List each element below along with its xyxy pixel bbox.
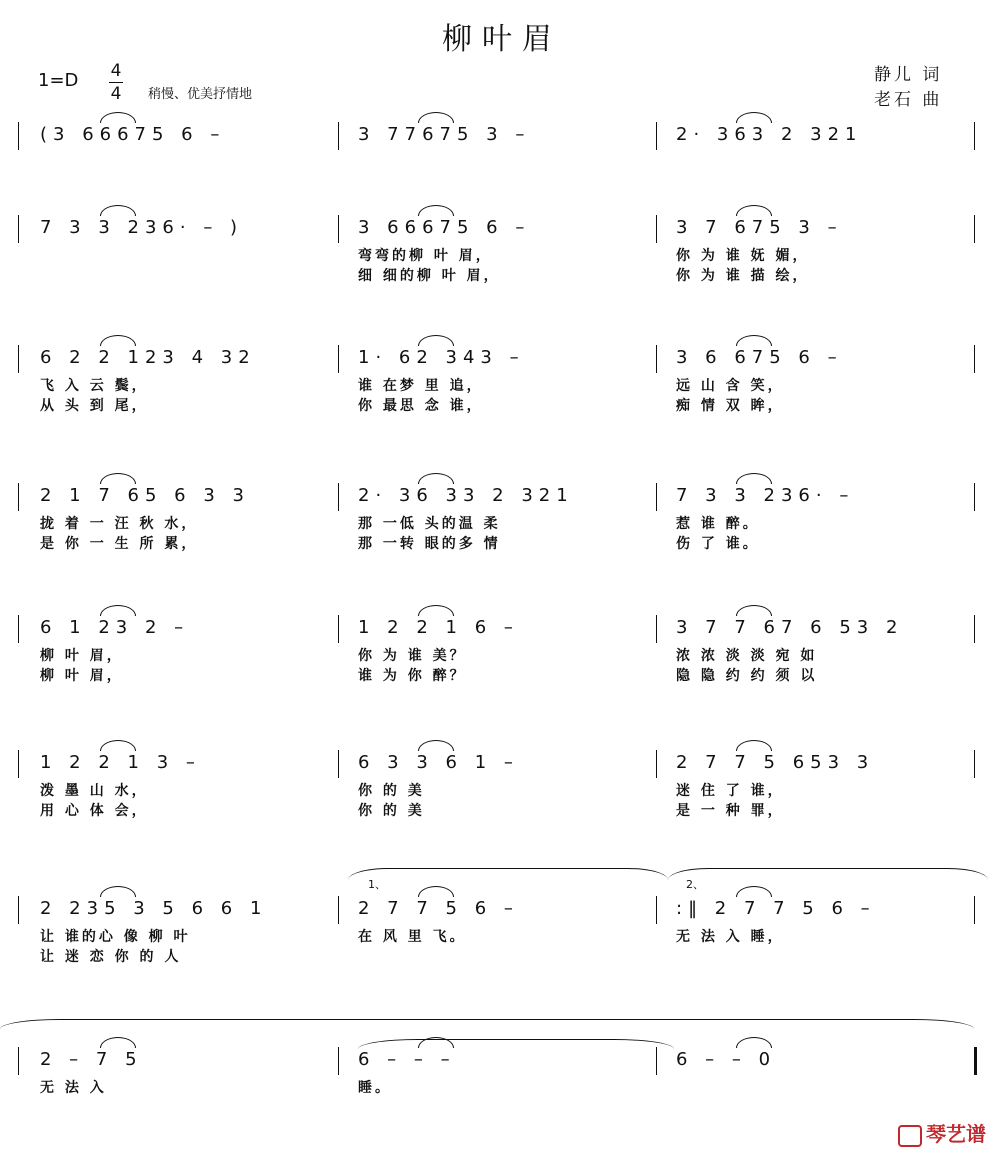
slur-mark <box>100 112 136 123</box>
barline <box>974 483 975 511</box>
barline <box>18 122 19 150</box>
measure-notes: 6 3 3 6 1 – <box>358 752 519 773</box>
slur-mark <box>736 205 772 216</box>
barline <box>338 1047 339 1075</box>
lyric-verse-2: 谁 为 你 醉？ <box>358 668 467 684</box>
slur-mark <box>418 605 454 616</box>
score-system <box>18 615 978 684</box>
lyric-verse-1: 泼 墨 山 水， <box>40 783 149 799</box>
lyric-verse-1: 谁 在梦 里 追， <box>358 378 484 394</box>
tie-across-systems <box>0 1019 974 1030</box>
measure-notes: 6 1 23 2 – <box>40 617 190 638</box>
measure-notes: :‖ 2 7 7 5 6 – <box>676 898 876 919</box>
barline <box>656 215 657 243</box>
lyric-verse-2: 柳 叶 眉， <box>40 668 124 684</box>
lyric-verse-2: 那 一转 眼的多 情 <box>358 536 501 552</box>
measure-notes: 2 7 7 5 653 3 <box>676 752 875 773</box>
barline <box>656 750 657 778</box>
measure-notes: 3 66675 6 – <box>358 217 531 238</box>
measure-notes: 3 77675 3 – <box>358 124 531 145</box>
barline <box>18 1047 19 1075</box>
measure-notes: 2 – 7 5 <box>40 1049 143 1070</box>
measure-notes: 2 1 7 65 6 3 3 <box>40 485 250 506</box>
measure-notes: 2· 363 2 321 <box>676 124 863 145</box>
slur-mark <box>100 740 136 751</box>
slur-mark <box>418 205 454 216</box>
barline <box>974 215 975 243</box>
time-signature-bottom: 4 <box>110 84 122 104</box>
measure-notes: 6 2 2 123 4 32 <box>40 347 256 368</box>
slur-mark <box>736 740 772 751</box>
slur-mark <box>736 886 772 897</box>
volta-label-1: 1、 <box>368 878 386 891</box>
slur-mark <box>736 112 772 123</box>
lyric-verse-2: 从 头 到 尾， <box>40 398 149 414</box>
barline <box>18 750 19 778</box>
lyric-verse-1: 让 谁的心 像 柳 叶 <box>40 929 191 945</box>
score-system <box>18 345 978 414</box>
lyric-verse-2: 伤 了 谁。 <box>676 536 760 552</box>
measure-notes: 3 7 675 3 – <box>676 217 843 238</box>
lyric-verse-1: 迷 住 了 谁， <box>676 783 785 799</box>
slur-mark <box>418 473 454 484</box>
slur-mark <box>100 473 136 484</box>
volta-bracket-1 <box>348 868 668 881</box>
barline <box>18 345 19 373</box>
slur-mark <box>418 112 454 123</box>
barline <box>18 483 19 511</box>
key-signature: 1=D <box>38 70 79 91</box>
lyric-verse-1: 无 法 入 <box>40 1080 107 1096</box>
watermark-text: 琴艺谱 <box>926 1122 986 1146</box>
slur-mark <box>736 1037 772 1048</box>
slur-mark <box>100 1037 136 1048</box>
slur-mark <box>100 335 136 346</box>
lyric-verse-2: 是 一 种 罪， <box>676 803 785 819</box>
lyric-verse-1: 你 的 美 <box>358 783 425 799</box>
time-signature-top: 4 <box>110 61 122 81</box>
lyric-verse-1: 远 山 含 笑， <box>676 378 785 394</box>
slur-mark <box>100 605 136 616</box>
barline <box>974 345 975 373</box>
barline <box>656 345 657 373</box>
barline <box>656 483 657 511</box>
measure-notes: 6 – – 0 <box>676 1049 777 1070</box>
lyricist-credit: 静儿 词 <box>874 65 943 85</box>
lyric-verse-1: 无 法 入 睡， <box>676 929 785 945</box>
composer-credit: 老石 曲 <box>874 90 943 110</box>
score-system <box>18 483 978 552</box>
slur-mark <box>418 886 454 897</box>
lyric-verse-1: 你 为 谁 妩 媚， <box>676 248 810 264</box>
barline <box>338 896 339 924</box>
barline <box>974 122 975 150</box>
lyric-verse-1: 柳 叶 眉， <box>40 648 124 664</box>
lyric-verse-2: 细 细的柳 叶 眉， <box>358 268 501 284</box>
measure-notes: 2· 36 33 2 321 <box>358 485 574 506</box>
barline <box>656 1047 657 1075</box>
watermark-logo <box>898 1118 986 1147</box>
score-system <box>18 878 978 965</box>
barline <box>338 122 339 150</box>
measure-notes: (3 66675 6 – <box>40 124 226 145</box>
score-system <box>18 215 978 284</box>
lyric-verse-1: 你 为 谁 美？ <box>358 648 467 664</box>
lyric-verse-2: 让 迷 恋 你 的 人 <box>40 949 182 965</box>
barline <box>974 615 975 643</box>
measure-notes: 2 7 7 5 6 – <box>358 898 519 919</box>
volta-bracket-2 <box>668 868 988 881</box>
barline <box>338 215 339 243</box>
measure-notes: 3 6 675 6 – <box>676 347 843 368</box>
slur-mark <box>736 335 772 346</box>
lyric-verse-2: 用 心 体 会， <box>40 803 149 819</box>
barline <box>338 345 339 373</box>
lyric-verse-2: 你 为 谁 描 绘， <box>676 268 810 284</box>
lyric-verse-1: 浓 浓 淡 淡 宛 如 <box>676 648 818 664</box>
tie-long-note <box>358 1039 674 1050</box>
barline <box>656 615 657 643</box>
barline <box>338 483 339 511</box>
slur-mark <box>418 335 454 346</box>
measure-notes: 7 3 3 236· – <box>676 485 855 506</box>
measure-notes: 2 235 3 5 6 6 1 <box>40 898 268 919</box>
barline <box>974 896 975 924</box>
barline <box>974 750 975 778</box>
tempo-marking: 稍慢、优美抒情地 <box>148 87 253 102</box>
lyric-verse-2: 你 的 美 <box>358 803 425 819</box>
volta-label-2: 2、 <box>686 878 704 891</box>
score-system <box>18 750 978 819</box>
logo-icon <box>898 1125 922 1147</box>
barline <box>656 896 657 924</box>
slur-mark <box>736 473 772 484</box>
measure-notes: 3 7 7 67 6 53 2 <box>676 617 904 638</box>
slur-mark <box>100 205 136 216</box>
barline <box>974 1047 977 1075</box>
barline <box>656 122 657 150</box>
measure-notes: 1· 62 343 – <box>358 347 525 368</box>
lyric-verse-2: 痴 情 双 眸， <box>676 398 785 414</box>
barline <box>18 896 19 924</box>
lyric-verse-2: 隐 隐 约 约 须 以 <box>676 668 818 684</box>
lyric-verse-1: 拢 着 一 汪 秋 水， <box>40 516 199 532</box>
score-system <box>18 1047 978 1096</box>
song-title: 柳叶眉 <box>442 22 562 57</box>
barline <box>338 750 339 778</box>
lyric-verse-1: 睡。 <box>358 1080 392 1096</box>
time-signature <box>108 60 124 105</box>
lyric-verse-2: 你 最思 念 谁， <box>358 398 484 414</box>
barline <box>18 215 19 243</box>
score-system <box>18 122 978 158</box>
time-signature-divider <box>109 82 123 83</box>
measure-notes: 1 2 2 1 3 – <box>40 752 201 773</box>
measure-notes: 7 3 3 236· – ) <box>40 217 244 238</box>
lyric-verse-1: 在 风 里 飞。 <box>358 929 467 945</box>
barline <box>338 615 339 643</box>
measure-notes: 1 2 2 1 6 – <box>358 617 519 638</box>
barline <box>18 615 19 643</box>
lyric-verse-1: 弯弯的柳 叶 眉， <box>358 248 493 264</box>
lyric-verse-1: 那 一低 头的温 柔 <box>358 516 501 532</box>
measure-notes: 6 – – – <box>358 1049 456 1070</box>
slur-mark <box>736 605 772 616</box>
lyric-verse-1: 飞 入 云 鬓， <box>40 378 149 394</box>
lyric-verse-1: 惹 谁 醉。 <box>676 516 760 532</box>
lyric-verse-2: 是 你 一 生 所 累， <box>40 536 199 552</box>
slur-mark <box>100 886 136 897</box>
slur-mark <box>418 740 454 751</box>
